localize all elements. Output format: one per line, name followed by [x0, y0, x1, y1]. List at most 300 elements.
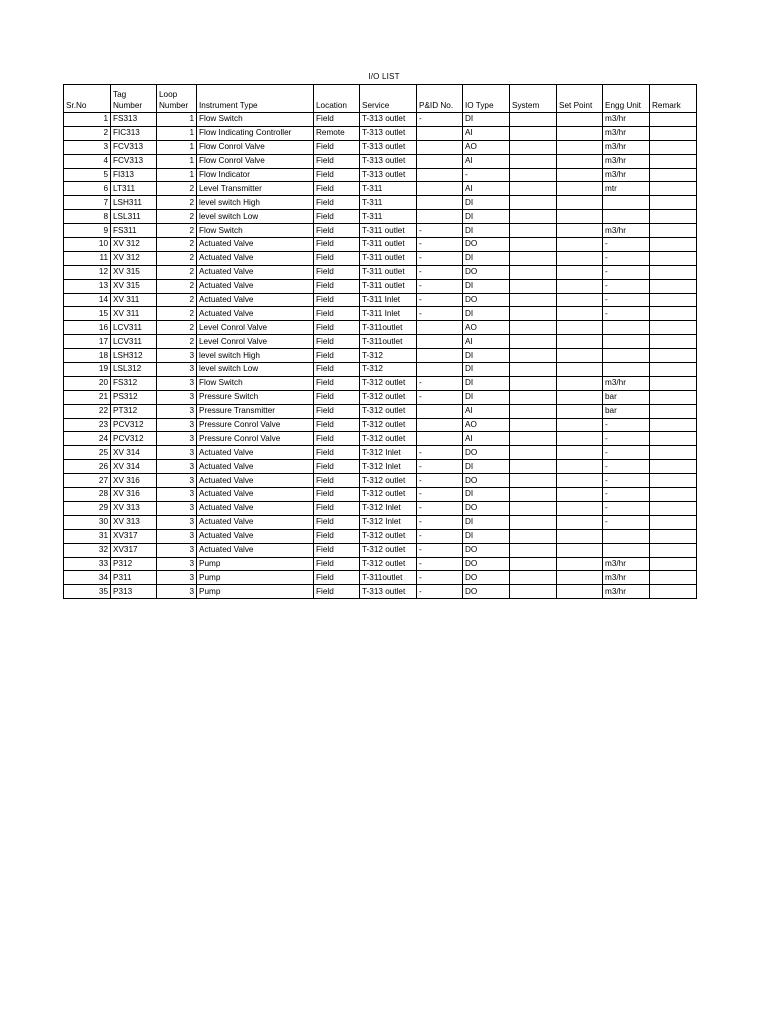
- cell-io-type: DO: [463, 571, 510, 585]
- header-tag-line1: Tag: [113, 90, 127, 99]
- cell-pid-no: -: [417, 446, 463, 460]
- cell-remark: [650, 404, 697, 418]
- cell-instrument-type: Flow Indicating Controller: [197, 126, 314, 140]
- cell-engg-unit: -: [603, 238, 650, 252]
- cell-set-point: [557, 321, 603, 335]
- cell-instrument-type: Actuated Valve: [197, 265, 314, 279]
- cell-tag-number: FI313: [111, 168, 157, 182]
- cell-remark: [650, 515, 697, 529]
- cell-io-type: DI: [463, 363, 510, 377]
- cell-srno: 16: [64, 321, 111, 335]
- cell-location: Remote: [314, 126, 360, 140]
- cell-engg-unit: m3/hr: [603, 113, 650, 127]
- cell-tag-number: FS311: [111, 224, 157, 238]
- cell-engg-unit: -: [603, 515, 650, 529]
- cell-srno: 3: [64, 140, 111, 154]
- cell-remark: [650, 446, 697, 460]
- cell-service: T-312 outlet: [360, 376, 417, 390]
- cell-instrument-type: Actuated Valve: [197, 543, 314, 557]
- cell-tag-number: XV 316: [111, 474, 157, 488]
- cell-pid-no: [417, 154, 463, 168]
- cell-set-point: [557, 404, 603, 418]
- cell-remark: [650, 196, 697, 210]
- cell-loop-number: 3: [157, 376, 197, 390]
- cell-loop-number: 3: [157, 460, 197, 474]
- table-row: [64, 390, 697, 404]
- cell-service: T-313 outlet: [360, 168, 417, 182]
- cell-location: Field: [314, 293, 360, 307]
- cell-io-type: DO: [463, 474, 510, 488]
- header-system: System: [510, 85, 557, 113]
- cell-remark: [650, 321, 697, 335]
- cell-loop-number: 2: [157, 307, 197, 321]
- cell-loop-number: 3: [157, 515, 197, 529]
- cell-pid-no: [417, 335, 463, 349]
- cell-service: T-312 outlet: [360, 390, 417, 404]
- cell-system: [510, 238, 557, 252]
- cell-io-type: DO: [463, 446, 510, 460]
- cell-io-type: DI: [463, 529, 510, 543]
- header-location: Location: [314, 85, 360, 113]
- cell-instrument-type: Flow Conrol Valve: [197, 140, 314, 154]
- cell-srno: 32: [64, 543, 111, 557]
- cell-system: [510, 432, 557, 446]
- cell-system: [510, 113, 557, 127]
- header-tag-line2: Number: [113, 101, 143, 110]
- table-row: [64, 210, 697, 224]
- cell-instrument-type: Flow Conrol Valve: [197, 154, 314, 168]
- cell-location: Field: [314, 474, 360, 488]
- cell-pid-no: -: [417, 474, 463, 488]
- cell-io-type: -: [463, 168, 510, 182]
- cell-io-type: DO: [463, 585, 510, 599]
- cell-pid-no: -: [417, 265, 463, 279]
- cell-service: T-312 outlet: [360, 529, 417, 543]
- cell-remark: [650, 126, 697, 140]
- cell-system: [510, 182, 557, 196]
- cell-loop-number: 3: [157, 404, 197, 418]
- cell-loop-number: 3: [157, 585, 197, 599]
- cell-instrument-type: Actuated Valve: [197, 515, 314, 529]
- cell-engg-unit: m3/hr: [603, 557, 650, 571]
- cell-system: [510, 349, 557, 363]
- cell-engg-unit: -: [603, 251, 650, 265]
- header-loop-line2: Number: [159, 101, 189, 110]
- cell-location: Field: [314, 321, 360, 335]
- cell-instrument-type: Actuated Valve: [197, 251, 314, 265]
- cell-engg-unit: -: [603, 474, 650, 488]
- table-row: [64, 557, 697, 571]
- cell-srno: 23: [64, 418, 111, 432]
- cell-engg-unit: [603, 335, 650, 349]
- cell-service: T-311 outlet: [360, 224, 417, 238]
- cell-srno: 2: [64, 126, 111, 140]
- cell-system: [510, 585, 557, 599]
- cell-pid-no: -: [417, 279, 463, 293]
- cell-instrument-type: Actuated Valve: [197, 446, 314, 460]
- header-loop-line1: Loop: [159, 90, 178, 99]
- table-row: [64, 238, 697, 252]
- cell-srno: 14: [64, 293, 111, 307]
- cell-io-type: AO: [463, 418, 510, 432]
- cell-location: Field: [314, 224, 360, 238]
- cell-remark: [650, 432, 697, 446]
- cell-engg-unit: m3/hr: [603, 126, 650, 140]
- cell-instrument-type: Flow Indicator: [197, 168, 314, 182]
- cell-loop-number: 2: [157, 251, 197, 265]
- table-row: [64, 543, 697, 557]
- cell-service: T-311outlet: [360, 571, 417, 585]
- cell-loop-number: 3: [157, 349, 197, 363]
- cell-srno: 15: [64, 307, 111, 321]
- cell-system: [510, 488, 557, 502]
- cell-instrument-type: Pressure Conrol Valve: [197, 418, 314, 432]
- cell-pid-no: [417, 196, 463, 210]
- cell-remark: [650, 251, 697, 265]
- cell-instrument-type: Pump: [197, 571, 314, 585]
- cell-set-point: [557, 293, 603, 307]
- cell-service: T-311 outlet: [360, 279, 417, 293]
- table-body: [64, 113, 697, 599]
- cell-engg-unit: -: [603, 446, 650, 460]
- cell-service: T-311 outlet: [360, 238, 417, 252]
- cell-engg-unit: -: [603, 279, 650, 293]
- cell-remark: [650, 293, 697, 307]
- io-list-table: [63, 84, 697, 599]
- cell-srno: 22: [64, 404, 111, 418]
- cell-io-type: AI: [463, 182, 510, 196]
- cell-instrument-type: Actuated Valve: [197, 501, 314, 515]
- cell-set-point: [557, 488, 603, 502]
- cell-io-type: AO: [463, 140, 510, 154]
- cell-system: [510, 210, 557, 224]
- cell-location: Field: [314, 182, 360, 196]
- cell-tag-number: XV 314: [111, 460, 157, 474]
- cell-service: T-312 outlet: [360, 418, 417, 432]
- cell-location: Field: [314, 363, 360, 377]
- cell-location: Field: [314, 251, 360, 265]
- cell-tag-number: P312: [111, 557, 157, 571]
- cell-set-point: [557, 515, 603, 529]
- table-row: [64, 140, 697, 154]
- cell-remark: [650, 585, 697, 599]
- cell-service: T-312: [360, 363, 417, 377]
- cell-pid-no: -: [417, 515, 463, 529]
- cell-system: [510, 140, 557, 154]
- cell-remark: [650, 501, 697, 515]
- cell-srno: 1: [64, 113, 111, 127]
- cell-service: T-312 Inlet: [360, 446, 417, 460]
- cell-instrument-type: Level Conrol Valve: [197, 321, 314, 335]
- cell-tag-number: LSL312: [111, 363, 157, 377]
- cell-remark: [650, 279, 697, 293]
- cell-service: T-312 outlet: [360, 543, 417, 557]
- cell-io-type: DO: [463, 293, 510, 307]
- cell-pid-no: [417, 210, 463, 224]
- cell-engg-unit: m3/hr: [603, 376, 650, 390]
- cell-engg-unit: -: [603, 501, 650, 515]
- table-row: [64, 376, 697, 390]
- header-srno: Sr.No: [64, 85, 111, 113]
- cell-srno: 26: [64, 460, 111, 474]
- cell-system: [510, 390, 557, 404]
- cell-service: T-313 outlet: [360, 113, 417, 127]
- cell-set-point: [557, 349, 603, 363]
- cell-tag-number: XV 315: [111, 279, 157, 293]
- cell-set-point: [557, 529, 603, 543]
- cell-tag-number: LCV311: [111, 321, 157, 335]
- cell-service: T-312 outlet: [360, 557, 417, 571]
- cell-system: [510, 543, 557, 557]
- cell-pid-no: [417, 418, 463, 432]
- cell-remark: [650, 529, 697, 543]
- header-remark: Remark: [650, 85, 697, 113]
- cell-system: [510, 418, 557, 432]
- cell-loop-number: 3: [157, 390, 197, 404]
- cell-set-point: [557, 363, 603, 377]
- cell-location: Field: [314, 585, 360, 599]
- cell-io-type: DI: [463, 376, 510, 390]
- cell-srno: 27: [64, 474, 111, 488]
- cell-instrument-type: Pump: [197, 557, 314, 571]
- table-row: [64, 418, 697, 432]
- table-row: [64, 404, 697, 418]
- table-row: [64, 251, 697, 265]
- cell-location: Field: [314, 390, 360, 404]
- cell-location: Field: [314, 571, 360, 585]
- cell-system: [510, 168, 557, 182]
- cell-srno: 29: [64, 501, 111, 515]
- cell-pid-no: [417, 182, 463, 196]
- cell-engg-unit: m3/hr: [603, 154, 650, 168]
- cell-service: T-311 outlet: [360, 265, 417, 279]
- cell-loop-number: 2: [157, 196, 197, 210]
- cell-io-type: DO: [463, 501, 510, 515]
- cell-tag-number: FCV313: [111, 140, 157, 154]
- header-engg-unit: Engg Unit: [603, 85, 650, 113]
- cell-system: [510, 321, 557, 335]
- cell-instrument-type: Level Transmitter: [197, 182, 314, 196]
- cell-engg-unit: -: [603, 265, 650, 279]
- cell-pid-no: -: [417, 585, 463, 599]
- cell-set-point: [557, 113, 603, 127]
- cell-remark: [650, 154, 697, 168]
- cell-loop-number: 3: [157, 418, 197, 432]
- cell-engg-unit: [603, 529, 650, 543]
- cell-tag-number: XV 312: [111, 238, 157, 252]
- cell-location: Field: [314, 543, 360, 557]
- cell-io-type: AO: [463, 321, 510, 335]
- cell-set-point: [557, 474, 603, 488]
- cell-tag-number: XV 314: [111, 446, 157, 460]
- cell-tag-number: XV317: [111, 543, 157, 557]
- cell-pid-no: -: [417, 543, 463, 557]
- cell-engg-unit: m3/hr: [603, 571, 650, 585]
- cell-instrument-type: Actuated Valve: [197, 488, 314, 502]
- cell-srno: 20: [64, 376, 111, 390]
- cell-set-point: [557, 224, 603, 238]
- table-row: [64, 265, 697, 279]
- cell-io-type: DI: [463, 196, 510, 210]
- table-row: [64, 168, 697, 182]
- cell-set-point: [557, 196, 603, 210]
- cell-instrument-type: level switch High: [197, 196, 314, 210]
- cell-engg-unit: [603, 543, 650, 557]
- cell-pid-no: [417, 126, 463, 140]
- cell-io-type: DI: [463, 113, 510, 127]
- cell-loop-number: 3: [157, 363, 197, 377]
- cell-pid-no: -: [417, 307, 463, 321]
- cell-pid-no: [417, 140, 463, 154]
- cell-io-type: DI: [463, 515, 510, 529]
- cell-location: Field: [314, 168, 360, 182]
- cell-remark: [650, 182, 697, 196]
- cell-remark: [650, 113, 697, 127]
- cell-set-point: [557, 390, 603, 404]
- cell-srno: 33: [64, 557, 111, 571]
- cell-srno: 9: [64, 224, 111, 238]
- cell-service: T-311outlet: [360, 321, 417, 335]
- table-row: [64, 571, 697, 585]
- cell-instrument-type: Actuated Valve: [197, 529, 314, 543]
- cell-tag-number: FS312: [111, 376, 157, 390]
- cell-remark: [650, 168, 697, 182]
- cell-location: Field: [314, 460, 360, 474]
- cell-engg-unit: m3/hr: [603, 168, 650, 182]
- table-row: [64, 224, 697, 238]
- cell-io-type: DI: [463, 390, 510, 404]
- cell-tag-number: PCV312: [111, 432, 157, 446]
- table-row: [64, 585, 697, 599]
- cell-engg-unit: -: [603, 460, 650, 474]
- cell-instrument-type: level switch High: [197, 349, 314, 363]
- cell-loop-number: 3: [157, 432, 197, 446]
- cell-service: T-312 outlet: [360, 404, 417, 418]
- cell-engg-unit: [603, 321, 650, 335]
- cell-set-point: [557, 265, 603, 279]
- cell-pid-no: [417, 321, 463, 335]
- header-tag-number: [111, 85, 157, 113]
- table-row: [64, 515, 697, 529]
- cell-tag-number: XV 313: [111, 515, 157, 529]
- cell-service: T-311 Inlet: [360, 293, 417, 307]
- cell-service: T-312: [360, 349, 417, 363]
- cell-loop-number: 3: [157, 446, 197, 460]
- table-row: [64, 154, 697, 168]
- cell-set-point: [557, 251, 603, 265]
- cell-instrument-type: level switch Low: [197, 363, 314, 377]
- cell-loop-number: 1: [157, 126, 197, 140]
- cell-location: Field: [314, 349, 360, 363]
- header-instrument-type: Instrument Type: [197, 85, 314, 113]
- cell-instrument-type: Actuated Valve: [197, 238, 314, 252]
- cell-engg-unit: bar: [603, 390, 650, 404]
- cell-srno: 34: [64, 571, 111, 585]
- page-title: I/O LIST: [368, 72, 400, 81]
- table-row: [64, 349, 697, 363]
- cell-pid-no: -: [417, 529, 463, 543]
- table-row: [64, 321, 697, 335]
- cell-srno: 10: [64, 238, 111, 252]
- cell-loop-number: 3: [157, 571, 197, 585]
- table-row: [64, 126, 697, 140]
- cell-io-type: DO: [463, 557, 510, 571]
- cell-io-type: DI: [463, 224, 510, 238]
- cell-service: T-312 Inlet: [360, 501, 417, 515]
- cell-engg-unit: [603, 363, 650, 377]
- cell-loop-number: 3: [157, 488, 197, 502]
- cell-tag-number: FCV313: [111, 154, 157, 168]
- cell-loop-number: 1: [157, 168, 197, 182]
- cell-set-point: [557, 238, 603, 252]
- cell-tag-number: XV 313: [111, 501, 157, 515]
- cell-srno: 12: [64, 265, 111, 279]
- cell-tag-number: PS312: [111, 390, 157, 404]
- cell-remark: [650, 418, 697, 432]
- cell-system: [510, 279, 557, 293]
- cell-io-type: DI: [463, 349, 510, 363]
- table-row: [64, 196, 697, 210]
- cell-location: Field: [314, 501, 360, 515]
- cell-tag-number: LSL311: [111, 210, 157, 224]
- cell-pid-no: -: [417, 571, 463, 585]
- cell-tag-number: FIC313: [111, 126, 157, 140]
- cell-pid-no: [417, 349, 463, 363]
- cell-tag-number: LSH312: [111, 349, 157, 363]
- cell-set-point: [557, 418, 603, 432]
- header-set-point: Set Point: [557, 85, 603, 113]
- cell-pid-no: -: [417, 238, 463, 252]
- cell-instrument-type: Pressure Switch: [197, 390, 314, 404]
- cell-location: Field: [314, 488, 360, 502]
- cell-engg-unit: -: [603, 432, 650, 446]
- header-service: Service: [360, 85, 417, 113]
- cell-instrument-type: Actuated Valve: [197, 307, 314, 321]
- table-row: [64, 501, 697, 515]
- cell-location: Field: [314, 265, 360, 279]
- cell-io-type: DI: [463, 279, 510, 293]
- cell-loop-number: 2: [157, 238, 197, 252]
- cell-location: Field: [314, 335, 360, 349]
- cell-tag-number: XV 316: [111, 488, 157, 502]
- cell-instrument-type: Actuated Valve: [197, 279, 314, 293]
- cell-service: T-313 outlet: [360, 126, 417, 140]
- cell-pid-no: -: [417, 460, 463, 474]
- cell-engg-unit: m3/hr: [603, 224, 650, 238]
- cell-remark: [650, 265, 697, 279]
- cell-tag-number: FS313: [111, 113, 157, 127]
- cell-system: [510, 154, 557, 168]
- cell-srno: 24: [64, 432, 111, 446]
- cell-tag-number: XV 311: [111, 293, 157, 307]
- cell-tag-number: LT311: [111, 182, 157, 196]
- cell-service: T-312 outlet: [360, 474, 417, 488]
- cell-tag-number: PT312: [111, 404, 157, 418]
- cell-system: [510, 557, 557, 571]
- table-row: [64, 363, 697, 377]
- cell-service: T-312 Inlet: [360, 460, 417, 474]
- cell-srno: 4: [64, 154, 111, 168]
- cell-set-point: [557, 460, 603, 474]
- cell-instrument-type: level switch Low: [197, 210, 314, 224]
- cell-instrument-type: Pressure Transmitter: [197, 404, 314, 418]
- cell-pid-no: -: [417, 113, 463, 127]
- cell-engg-unit: mtr: [603, 182, 650, 196]
- cell-set-point: [557, 543, 603, 557]
- header-pid-no: P&ID No.: [417, 85, 463, 113]
- cell-set-point: [557, 126, 603, 140]
- cell-io-type: DI: [463, 251, 510, 265]
